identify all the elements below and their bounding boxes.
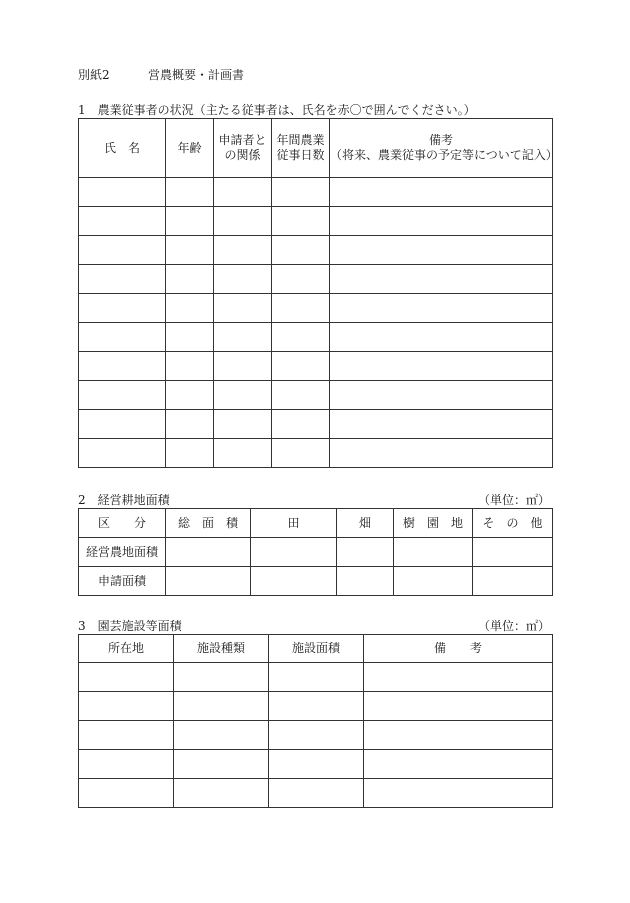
table-cell[interactable] [330, 381, 553, 410]
table-cell[interactable] [79, 721, 174, 750]
table-cell[interactable] [364, 750, 553, 779]
table-cell[interactable] [79, 178, 166, 207]
table-cell[interactable] [79, 439, 166, 468]
section3-heading: 3 園芸施設等面積 [78, 619, 182, 633]
col-location-header: 所在地 [79, 635, 174, 663]
table-row [79, 323, 553, 352]
col-total-area-header: 総 面 積 [166, 509, 251, 538]
table-row [79, 692, 553, 721]
table-cell[interactable] [174, 692, 269, 721]
table-row [79, 236, 553, 265]
table-cell[interactable] [330, 410, 553, 439]
table-cell[interactable] [79, 265, 166, 294]
table-row [79, 178, 553, 207]
table-cell[interactable] [364, 692, 553, 721]
table-cell[interactable] [174, 663, 269, 692]
table-cell[interactable] [79, 779, 174, 808]
farmland-area-table [78, 508, 553, 596]
table-cell[interactable] [79, 294, 166, 323]
table-cell[interactable] [166, 439, 214, 468]
col-other-header: そ の 他 [473, 509, 553, 538]
table-cell[interactable] [330, 207, 553, 236]
table-cell[interactable] [272, 178, 330, 207]
table-header-row [79, 119, 553, 178]
table-row [79, 410, 553, 439]
table-row [79, 352, 553, 381]
table-cell[interactable] [330, 178, 553, 207]
table-cell[interactable] [473, 567, 553, 596]
table-cell[interactable] [269, 721, 364, 750]
farm-workers-table [78, 118, 558, 468]
table-row [79, 750, 553, 779]
table-cell[interactable] [364, 779, 553, 808]
table-cell[interactable] [214, 236, 272, 265]
table-cell[interactable] [214, 381, 272, 410]
table-cell[interactable] [166, 381, 214, 410]
col-facility-type-header: 施設種類 [174, 635, 269, 663]
table-row [79, 721, 553, 750]
table-cell[interactable] [166, 352, 214, 381]
table-cell[interactable] [330, 439, 553, 468]
table-row [79, 779, 553, 808]
table-cell[interactable] [214, 265, 272, 294]
table-cell[interactable] [272, 352, 330, 381]
section2-unit: （単位：㎡） [478, 493, 551, 507]
col-facility-area-header: 施設面積 [269, 635, 364, 663]
col-remarks-header: 備 考 [364, 635, 553, 663]
table-cell[interactable] [79, 236, 166, 265]
table-cell[interactable] [166, 567, 251, 596]
table-cell[interactable] [79, 381, 166, 410]
table-row [79, 207, 553, 236]
table-header-row [79, 635, 553, 663]
col-workdays-header: 年間農業 従事日数 [272, 119, 330, 178]
table-row [79, 381, 553, 410]
section1-heading: 1 農業従事者の状況（主たる従事者は、氏名を赤〇で囲んでください。） [78, 103, 476, 117]
table-cell[interactable] [79, 750, 174, 779]
table-cell[interactable] [269, 663, 364, 692]
table-row [79, 538, 553, 567]
table-cell[interactable] [79, 352, 166, 381]
table-cell[interactable] [272, 410, 330, 439]
table-cell[interactable] [174, 721, 269, 750]
horticulture-facility-table [78, 634, 553, 808]
table-cell[interactable] [166, 538, 251, 567]
section2-heading: 2 経営耕地面積 [78, 493, 170, 507]
table-row [79, 439, 553, 468]
col-field-header: 畑 [337, 509, 394, 538]
section3-unit: （単位：㎡） [478, 619, 551, 633]
col-age-header: 年齢 [166, 119, 214, 178]
table-cell[interactable] [214, 178, 272, 207]
table-cell[interactable] [364, 721, 553, 750]
table-cell[interactable] [272, 294, 330, 323]
table-cell[interactable] [269, 750, 364, 779]
table-cell[interactable] [394, 567, 473, 596]
table-row [79, 265, 553, 294]
table-row [79, 663, 553, 692]
table-cell[interactable] [166, 236, 214, 265]
document-title: 営農概要・計画書 [148, 68, 245, 82]
table-cell[interactable] [269, 692, 364, 721]
table-cell[interactable] [330, 294, 553, 323]
table-cell[interactable] [166, 265, 214, 294]
table-header-row [79, 509, 553, 538]
row-label-managed-area: 経営農地面積 [79, 538, 166, 567]
col-name-header: 氏 名 [79, 119, 166, 178]
table-cell[interactable] [272, 381, 330, 410]
row-label-applied-area: 申請面積 [79, 567, 166, 596]
table-cell[interactable] [272, 265, 330, 294]
table-cell[interactable] [272, 439, 330, 468]
table-cell[interactable] [330, 236, 553, 265]
table-cell[interactable] [214, 294, 272, 323]
table-cell[interactable] [174, 779, 269, 808]
col-orchard-header: 樹 園 地 [394, 509, 473, 538]
table-cell[interactable] [214, 352, 272, 381]
table-cell[interactable] [330, 352, 553, 381]
table-cell[interactable] [337, 538, 394, 567]
col-paddy-header: 田 [251, 509, 337, 538]
table-cell[interactable] [272, 323, 330, 352]
table-cell[interactable] [214, 439, 272, 468]
table-cell[interactable] [79, 410, 166, 439]
table-cell[interactable] [337, 567, 394, 596]
table-cell[interactable] [214, 410, 272, 439]
table-cell[interactable] [166, 410, 214, 439]
table-cell[interactable] [214, 207, 272, 236]
table-cell[interactable] [251, 538, 337, 567]
table-cell[interactable] [166, 294, 214, 323]
table-cell[interactable] [166, 178, 214, 207]
table-cell[interactable] [272, 236, 330, 265]
doc-label: 別紙2 [78, 68, 110, 82]
table-cell[interactable] [79, 207, 166, 236]
table-cell[interactable] [364, 663, 553, 692]
table-cell[interactable] [473, 538, 553, 567]
table-cell[interactable] [166, 323, 214, 352]
table-cell[interactable] [79, 692, 174, 721]
col-relation-header: 申請者と の関係 [214, 119, 272, 178]
col-category-header: 区 分 [79, 509, 166, 538]
table-cell[interactable] [251, 567, 337, 596]
table-row [79, 567, 553, 596]
table-cell[interactable] [269, 779, 364, 808]
table-cell[interactable] [330, 265, 553, 294]
table-cell[interactable] [79, 323, 166, 352]
table-row [79, 294, 553, 323]
table-cell[interactable] [272, 207, 330, 236]
table-cell[interactable] [166, 207, 214, 236]
table-cell[interactable] [79, 663, 174, 692]
table-cell[interactable] [394, 538, 473, 567]
table-cell[interactable] [214, 323, 272, 352]
col-remarks-header: 備考 （将来、農業従事の予定等について記入） [330, 119, 553, 178]
table-cell[interactable] [174, 750, 269, 779]
table-cell[interactable] [330, 323, 553, 352]
